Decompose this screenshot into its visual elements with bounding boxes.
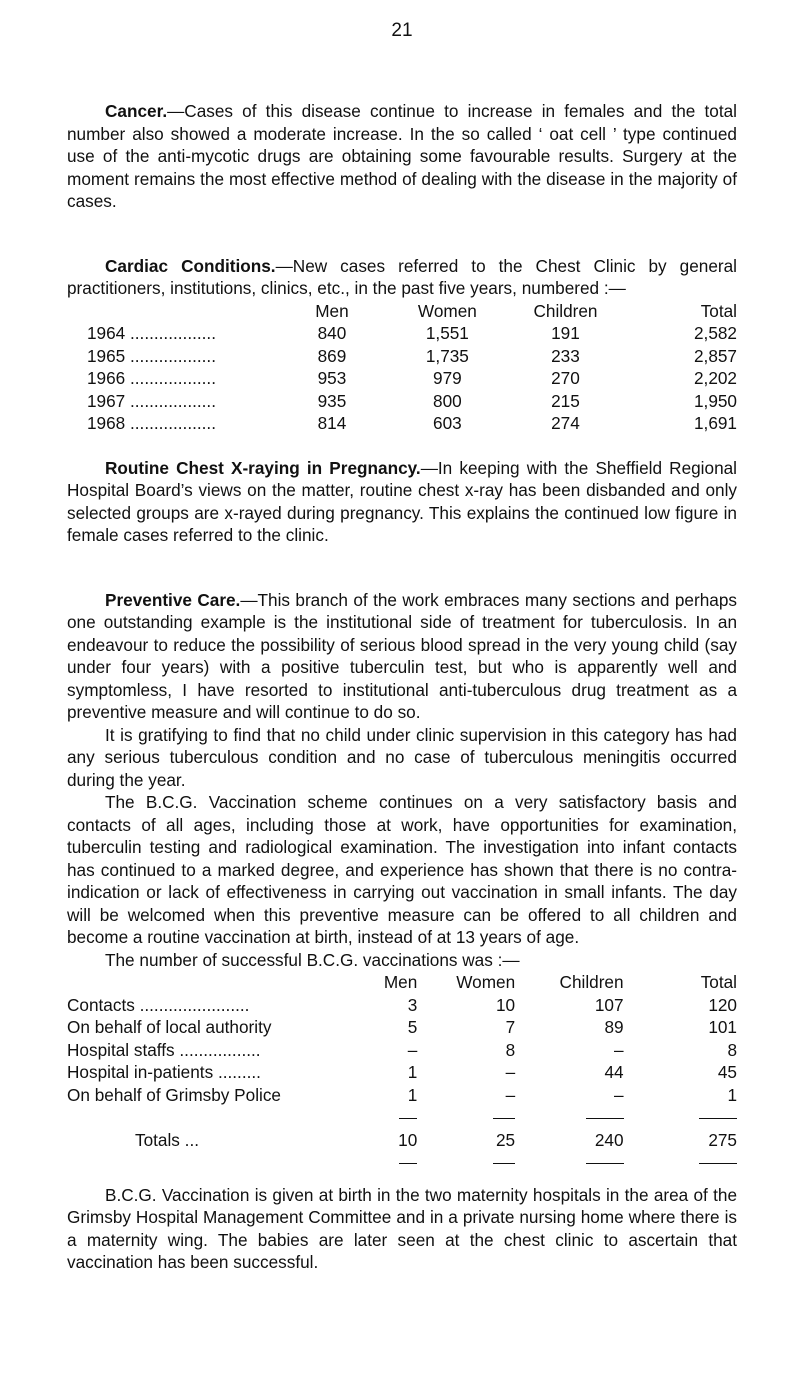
cell-children: 274 xyxy=(551,413,580,433)
cell-men: 814 xyxy=(317,413,347,433)
column-header: Children xyxy=(559,972,624,992)
cell-total: 1 xyxy=(727,1084,737,1105)
total-children: 240 xyxy=(594,1129,624,1150)
table-row xyxy=(67,1039,737,1062)
cell-men: 1 xyxy=(407,1062,418,1082)
cell-total: 101 xyxy=(708,1017,737,1037)
preventive-paragraph-4: The number of successful B.C.G. vaccinations was :— xyxy=(105,949,520,970)
rule-line xyxy=(399,1118,417,1119)
cell-men: 3 xyxy=(407,994,418,1015)
table-header-row xyxy=(67,971,737,994)
rule-row xyxy=(67,1151,737,1174)
cardiac-text: —New cases referred to the Chest Clinic by general practitioners, institutions, clinics, etc., in the past five years, numbered :— xyxy=(67,255,737,298)
routine-paragraph xyxy=(67,457,737,547)
cell-men: 840 xyxy=(317,323,347,343)
rule-line xyxy=(493,1163,515,1164)
column-header: Men xyxy=(315,300,349,321)
column-header: Women xyxy=(456,972,516,992)
cell-total: 2,202 xyxy=(693,368,737,388)
total-women: 25 xyxy=(496,1129,516,1150)
table-row xyxy=(87,390,737,413)
rule-line xyxy=(699,1163,737,1164)
cell-children: 107 xyxy=(594,994,624,1015)
row-label: 1967 .................. xyxy=(87,390,216,411)
rule-line xyxy=(699,1118,737,1119)
cell-children: 191 xyxy=(551,323,580,343)
column-header: Women xyxy=(417,300,477,321)
cell-children: – xyxy=(614,1039,624,1060)
closing-paragraph: B.C.G. Vaccination is given at birth in the two maternity hospitals in the area of the Grimsby Hospital Management Committee and in a private nursing home where there is a maternity wing. The babies are later seen at the chest clinic to ascertain that vaccination has been successful. xyxy=(67,1184,737,1272)
table-row xyxy=(87,345,737,368)
column-header: Men xyxy=(383,972,418,992)
cell-women: – xyxy=(505,1084,516,1105)
cell-total: 1,950 xyxy=(693,390,737,411)
row-label: Contacts ....................... xyxy=(67,994,250,1015)
cell-children: 233 xyxy=(551,345,580,366)
total-total: 275 xyxy=(708,1129,737,1150)
cancer-paragraph xyxy=(67,100,737,213)
cell-women: 10 xyxy=(496,994,516,1015)
cell-total: 1,691 xyxy=(693,413,737,433)
cell-women: 1,735 xyxy=(425,345,469,366)
cell-total: 8 xyxy=(727,1039,737,1060)
total-men: 10 xyxy=(398,1129,418,1150)
page-number: 21 xyxy=(391,20,413,41)
cell-women: 603 xyxy=(433,413,462,433)
cell-women: 800 xyxy=(433,390,462,411)
cancer-heading: Cancer. xyxy=(105,101,168,121)
cell-men: 935 xyxy=(317,390,347,411)
column-header: Total xyxy=(700,972,737,992)
table-header-row xyxy=(87,300,737,323)
totals-label: Totals ... xyxy=(135,1129,199,1150)
cell-children: 44 xyxy=(604,1062,624,1082)
column-header: Total xyxy=(700,300,737,321)
cell-children: – xyxy=(614,1084,624,1105)
preventive-heading: Preventive Care. xyxy=(105,589,241,610)
table-row xyxy=(87,367,737,390)
rule-line xyxy=(399,1163,417,1164)
row-label: On behalf of Grimsby Police xyxy=(67,1084,281,1105)
cell-total: 45 xyxy=(717,1062,737,1082)
cell-women: 8 xyxy=(505,1039,516,1060)
cell-women: 979 xyxy=(433,368,462,388)
rule-line xyxy=(586,1118,624,1119)
routine-heading: Routine Chest X-raying in Pregnancy. xyxy=(105,457,421,478)
cell-total: 2,582 xyxy=(693,323,737,343)
table-row xyxy=(67,994,737,1017)
row-label: On behalf of local authority xyxy=(67,1017,272,1037)
rule-line xyxy=(586,1163,624,1164)
document-page xyxy=(67,20,737,1274)
cell-women: – xyxy=(505,1062,516,1082)
cardiac-paragraph xyxy=(67,255,737,300)
table-row xyxy=(87,412,737,435)
rule-line xyxy=(493,1118,515,1119)
rule-row xyxy=(67,1106,737,1129)
cardiac-table xyxy=(87,300,737,435)
preventive-paragraph-3: The B.C.G. Vaccination scheme continues on a very satisfactory basis and contacts of all ages, including those at work, have opportunities for examination, tuberculin testing and radiological examination. The investigation into infant contacts has continued to a marked degree, and experience has shown that there is no contra-indication or lack of effectiveness in carrying out vaccination in small infants. The day will be welcomed when this preventive measure can be offered to all children and become a routine vaccination at birth, instead of at 13 years of age. xyxy=(67,792,737,947)
cell-children: 89 xyxy=(604,1017,624,1037)
cell-men: 5 xyxy=(407,1017,418,1037)
cell-men: 1 xyxy=(407,1084,418,1105)
table-row xyxy=(67,1016,737,1039)
column-header: Children xyxy=(533,300,598,321)
row-label: 1965 .................. xyxy=(87,345,216,366)
cell-total: 120 xyxy=(708,994,737,1015)
totals-row xyxy=(67,1129,737,1152)
preventive-paragraph-2: It is gratifying to find that no child under clinic supervision in this category has had any serious tuberculous condition and no case of tuberculous meningitis occurred during the year. xyxy=(67,724,737,790)
row-label: 1964 .................. xyxy=(87,323,216,343)
row-label: 1966 .................. xyxy=(87,368,216,388)
row-label: Hospital in-patients ......... xyxy=(67,1062,261,1082)
cell-children: 215 xyxy=(551,390,580,411)
preventive-paragraph xyxy=(67,589,737,724)
cell-children: 270 xyxy=(551,368,580,388)
preventive-text: —This branch of the work embraces many sections and perhaps one outstanding example is the institutional side of treatment for tuberculosis. In an endeavour to reduce the possibility of serious blood spread in the very young child (say under four years) with a positive tuberculin test, but who is apparently well and symptomless, I have resorted to institutional anti-tuberculous drug treatment as a preventive measure and will continue to do so. xyxy=(67,589,737,722)
row-label: 1968 .................. xyxy=(87,413,216,433)
cell-men: 869 xyxy=(317,345,347,366)
row-label: Hospital staffs ................. xyxy=(67,1039,261,1060)
cardiac-heading: Cardiac Conditions. xyxy=(105,255,276,276)
table-row xyxy=(67,1061,737,1084)
cell-women: 7 xyxy=(505,1017,516,1037)
cell-men: – xyxy=(407,1039,418,1060)
routine-text: —In keeping with the Sheffield Regional Hospital Board’s views on the matter, routine chest x-ray has been disbanded and only selected groups are x-rayed during pregnancy. This explains the continued low figure in female cases referred to the clinic. xyxy=(67,457,737,545)
cancer-text: —Cases of this disease continue to increase in females and the total number also showed a moderate increase. In the so called ‘ oat cell ’ type continued use of the anti-mycotic drugs are obtaining some favourable results. Surgery at the moment remains the most effective method of dealing with the disease in the majority of cases. xyxy=(67,101,737,211)
bcg-table xyxy=(67,971,737,1174)
table-row xyxy=(67,1084,737,1107)
cell-men: 953 xyxy=(317,368,347,388)
table-row xyxy=(87,322,737,345)
cell-women: 1,551 xyxy=(425,323,469,343)
cell-total: 2,857 xyxy=(693,345,737,366)
